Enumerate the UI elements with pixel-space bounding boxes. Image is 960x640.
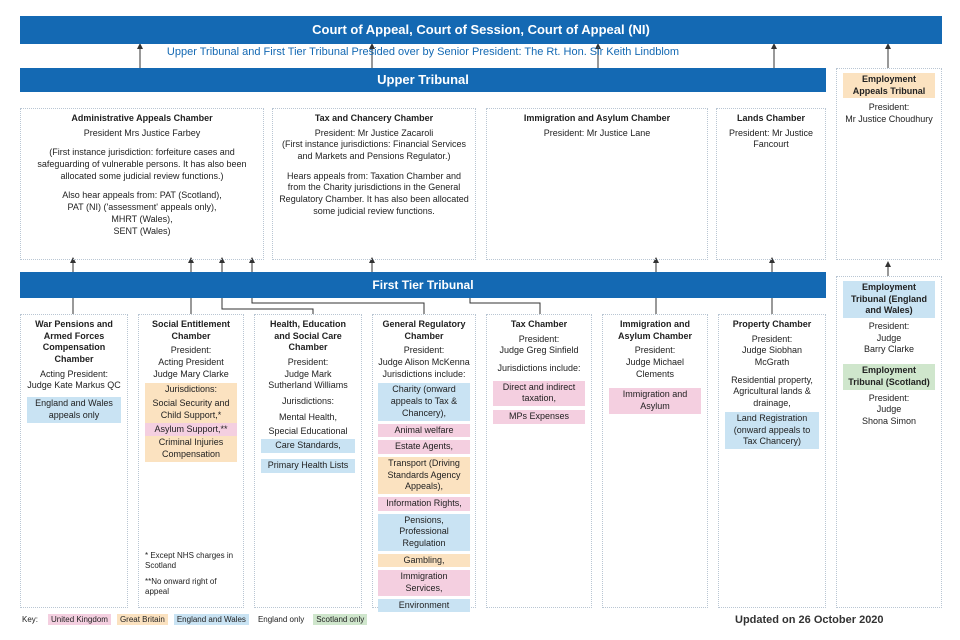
grc-jurisdiction-tag: Pensions, Professional Regulation — [378, 514, 470, 551]
key-scotland: Scotland only — [313, 614, 367, 625]
first-tier-tribunal-bar: First Tier Tribunal — [20, 272, 826, 298]
grc-jurisdiction-tag: Information Rights, — [378, 497, 470, 511]
grc-jurisdiction-tag: Immigration Services, — [378, 570, 470, 595]
grc-jurisdiction-tag: Estate Agents, — [378, 440, 470, 454]
tag-england-wales: England and Wales appeals only — [27, 397, 121, 422]
grc-jurisdiction-tag: Gambling, — [378, 554, 470, 568]
grc-jurisdiction-tag: Charity (onward appeals to Tax & Chancery), — [378, 383, 470, 420]
general-regulatory-chamber: General Regulatory Chamber President: Judge Alison McKenna Jurisdictions include: Charity (onward appeals to Tax & Chancery), Animal welfare Estate Agents, Transport (Driving Standards Agency Appeals), Information Rights, Pensions, Professional Regulation Gambling, Immigration Services, Environment — [372, 314, 476, 608]
key-ew: England and Wales — [174, 614, 249, 625]
upper-administrative-appeals-chamber: Administrative Appeals Chamber President Mrs Justice Farbey (First instance jurisdiction: forfeiture cases and safeguarding of vulnerable persons. It has also been allocated some judicial review functions.) Also hear appeals from: PAT (Scotland), PAT (NI) ('assessment' appeals only), MHRT (Wales), SENT (Wales) — [20, 108, 264, 260]
immigration-asylum-first-tier-chamber: Immigration and Asylum Chamber President: Judge Michael Clements Immigration and Asylum — [602, 314, 708, 608]
updated-date: Updated on 26 October 2020 — [735, 614, 884, 626]
employment-appeals-tribunal: Employment Appeals Tribunal President: Mr Justice Choudhury — [836, 68, 942, 260]
tax-chamber: Tax Chamber President: Judge Greg Sinfield Jurisdictions include: Direct and indirect taxation, MPs Expenses — [486, 314, 592, 608]
health-education-social-care-chamber: Health, Education and Social Care Chamber President: Judge Mark Sutherland Williams Jurisdictions: Mental Health, Special Educational Care Standards, Primary Health Lists — [254, 314, 362, 608]
grc-jurisdiction-tag: Environment — [378, 599, 470, 613]
upper-tax-chancery-chamber: Tax and Chancery Chamber President: Mr Justice Zacaroli (First instance jurisdictions: Financial Services and Markets and Pensions Regulator.) Hears appeals from: Taxation Chamber and from the Charity jurisdictions in the General Regulatory Chamber. It has also been allocated some judicial review functions. — [272, 108, 476, 260]
upper-tribunal-bar: Upper Tribunal — [20, 68, 826, 92]
senior-president-subtitle: Upper Tribunal and First Tier Tribunal Presided over by Senior President: The Rt. Hon. Sir Keith Lindblom — [166, 46, 680, 58]
property-chamber: Property Chamber President: Judge Siobhan McGrath Residential property, Agricultural lands & drainage, Land Registration (onward appeals to Tax Chancery) — [718, 314, 826, 608]
key-england-only: England only — [257, 615, 305, 624]
grc-jurisdiction-tag: Animal welfare — [378, 424, 470, 438]
court-of-appeal-bar: Court of Appeal, Court of Session, Court of Appeal (NI) — [20, 16, 942, 44]
key-uk: United Kingdom — [48, 614, 111, 625]
upper-immigration-asylum-chamber: Immigration and Asylum Chamber President: Mr Justice Lane — [486, 108, 708, 260]
general-regulatory-jurisdictions — [376, 383, 472, 612]
war-pensions-chamber: War Pensions and Armed Forces Compensation Chamber Acting President: Judge Kate Markus QC England and Wales appeals only — [20, 314, 128, 608]
colour-key: Key: United Kingdom Great Britain England and Wales England only Scotland only — [22, 614, 367, 625]
employment-tribunals: Employment Tribunal (England and Wales) President: Judge Barry Clarke Employment Tribunal (Scotland) President: Judge Shona Simon — [836, 276, 942, 608]
upper-lands-chamber: Lands Chamber President: Mr Justice Fancourt — [716, 108, 826, 260]
social-entitlement-chamber: Social Entitlement Chamber President: Acting President Judge Mary Clarke Jurisdictions: Social Security and Child Support,* Asylum Support,** Criminal Injuries Compensation * Except NHS charges in Scotland **No onward right of appeal — [138, 314, 244, 608]
grc-jurisdiction-tag: Transport (Driving Standards Agency Appeals), — [378, 457, 470, 494]
key-gb: Great Britain — [117, 614, 168, 625]
